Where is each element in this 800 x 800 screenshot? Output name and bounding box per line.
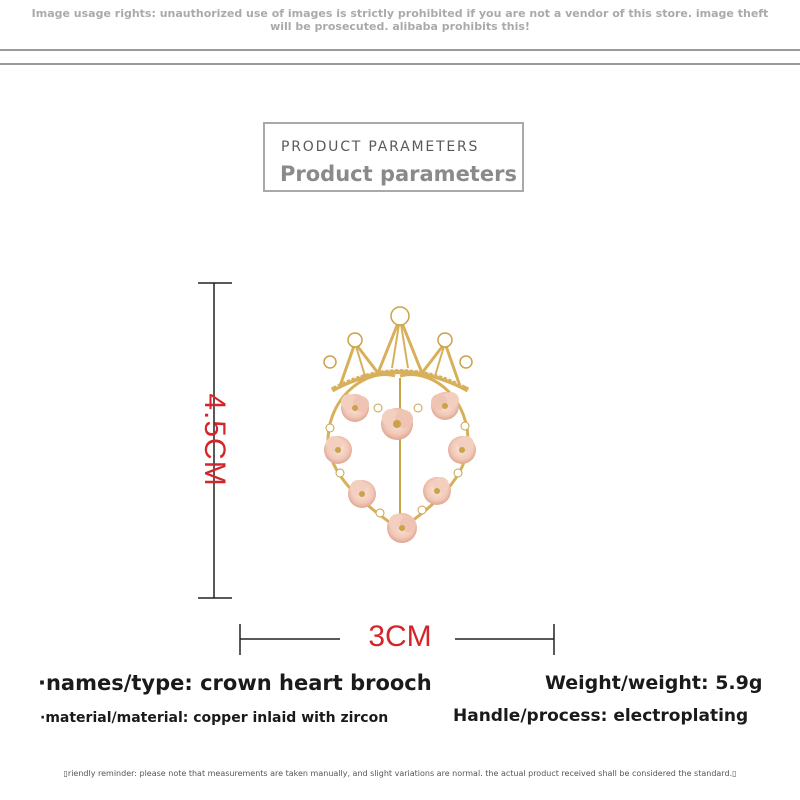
spec-process: Handle/process: electroplating <box>453 706 749 726</box>
height-value: 4.5CM <box>198 393 231 487</box>
spec-material: ·material/material: copper inlaid with zircon <box>40 710 389 726</box>
section-title: Product parameters <box>280 162 517 186</box>
spec-name-type: ·names/type: crown heart brooch <box>38 671 432 695</box>
spec-weight: Weight/weight: 5.9g <box>545 672 763 694</box>
width-value: 3CM <box>368 620 432 653</box>
section-title-english: PRODUCT PARAMETERS <box>281 139 480 155</box>
crown-heart-brooch-icon <box>300 298 500 558</box>
usage-rights-text: Image usage rights: unauthorized use of images is strictly prohibited if you are not a vendor of this store. image theft will be prosecuted. alibaba prohibits this! <box>31 7 769 33</box>
friendly-reminder: ▯riendly reminder: please note that measurements are taken manually, and slight variations are normal. the actual product received shall be considered the standard.▯ <box>63 769 737 778</box>
